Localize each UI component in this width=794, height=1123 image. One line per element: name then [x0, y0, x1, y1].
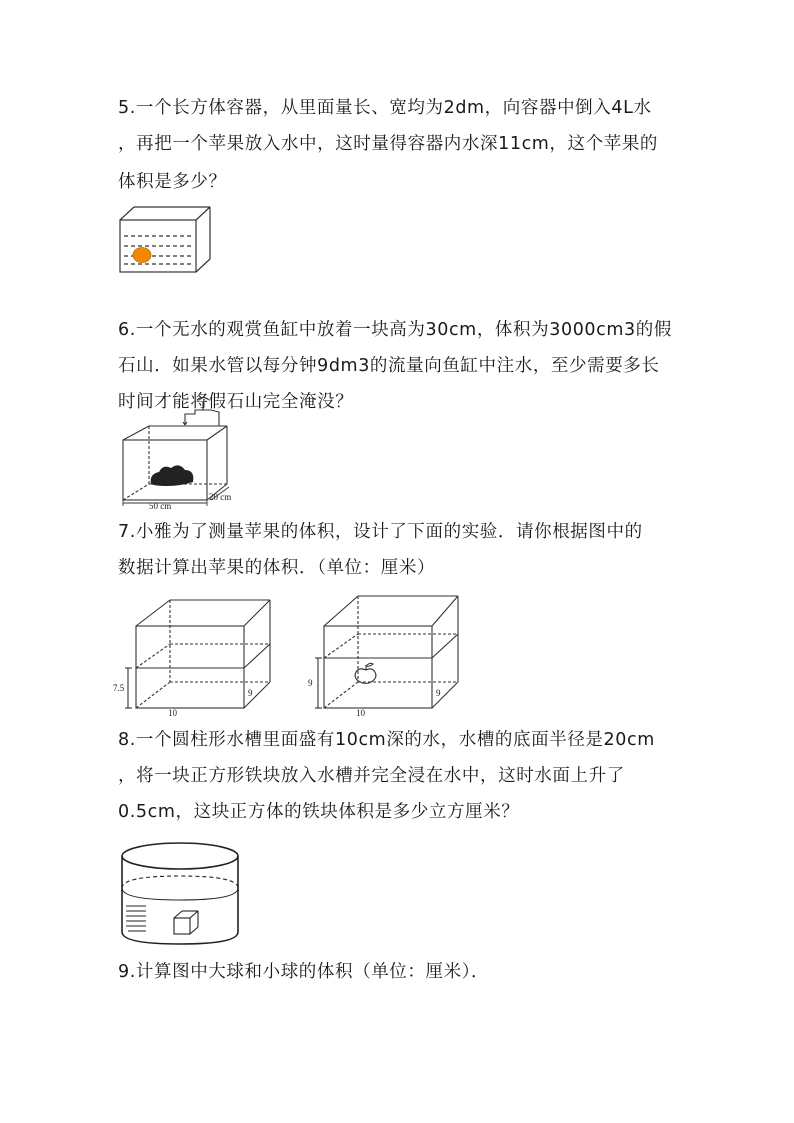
problem-8-cylinder-tank-figure: [112, 836, 252, 951]
apple-shape: [133, 248, 151, 263]
problem-7-line-1: 7.小雅为了测量苹果的体积，设计了下面的实验．请你根据图中的: [118, 522, 643, 542]
problem-5-line-1: 5.一个长方体容器，从里面量长、宽均为2dm，向容器中倒入4L水: [118, 98, 652, 118]
left-container-length-label: 10: [168, 708, 177, 718]
problem-7-line-2: 数据计算出苹果的体积．（单位：厘米）: [118, 558, 436, 578]
problem-6-line-1: 6.一个无水的观赏鱼缸中放着一块高为30cm，体积为3000cm3的假: [118, 320, 672, 340]
fish-tank-width-label: 20 cm: [209, 492, 232, 502]
problem-5-container-figure: [110, 200, 220, 280]
problem-7-right-container-figure: [300, 590, 470, 720]
left-container-height-label: 7.5: [113, 683, 125, 693]
problem-5-line-2: ，再把一个苹果放入水中，这时量得容器内水深11cm，这个苹果的: [118, 134, 659, 154]
problem-6-line-3: 时间才能将假石山完全淹没？: [118, 392, 354, 412]
problem-8-line-3: 0.5cm，这块正方体的铁块体积是多少立方厘米？: [118, 802, 520, 822]
fish-tank-length-label: 50 cm: [149, 501, 172, 511]
problem-6-fish-tank-figure: [115, 392, 250, 512]
problem-9-line-1: 9.计算图中大球和小球的体积（单位：厘米）．: [118, 962, 490, 982]
right-container-length-label: 10: [356, 708, 365, 718]
problem-8-line-1: 8.一个圆柱形水槽里面盛有10cm深的水，水槽的底面半径是20cm: [118, 730, 655, 750]
left-container-width-label: 9: [248, 688, 253, 698]
problem-5-line-3: 体积是多少？: [118, 172, 227, 192]
problem-7-left-container-figure: [108, 590, 278, 720]
rock-shape: [151, 465, 194, 486]
problem-8-line-2: ，将一块正方形铁块放入水槽并完全浸在水中，这时水面上升了: [118, 766, 625, 786]
problem-6-line-2: 石山．如果水管以每分钟9dm3的流量向鱼缸中注水，至少需要多长: [118, 356, 660, 376]
right-container-height-label: 9: [308, 678, 313, 688]
right-container-width-label: 9: [436, 688, 441, 698]
